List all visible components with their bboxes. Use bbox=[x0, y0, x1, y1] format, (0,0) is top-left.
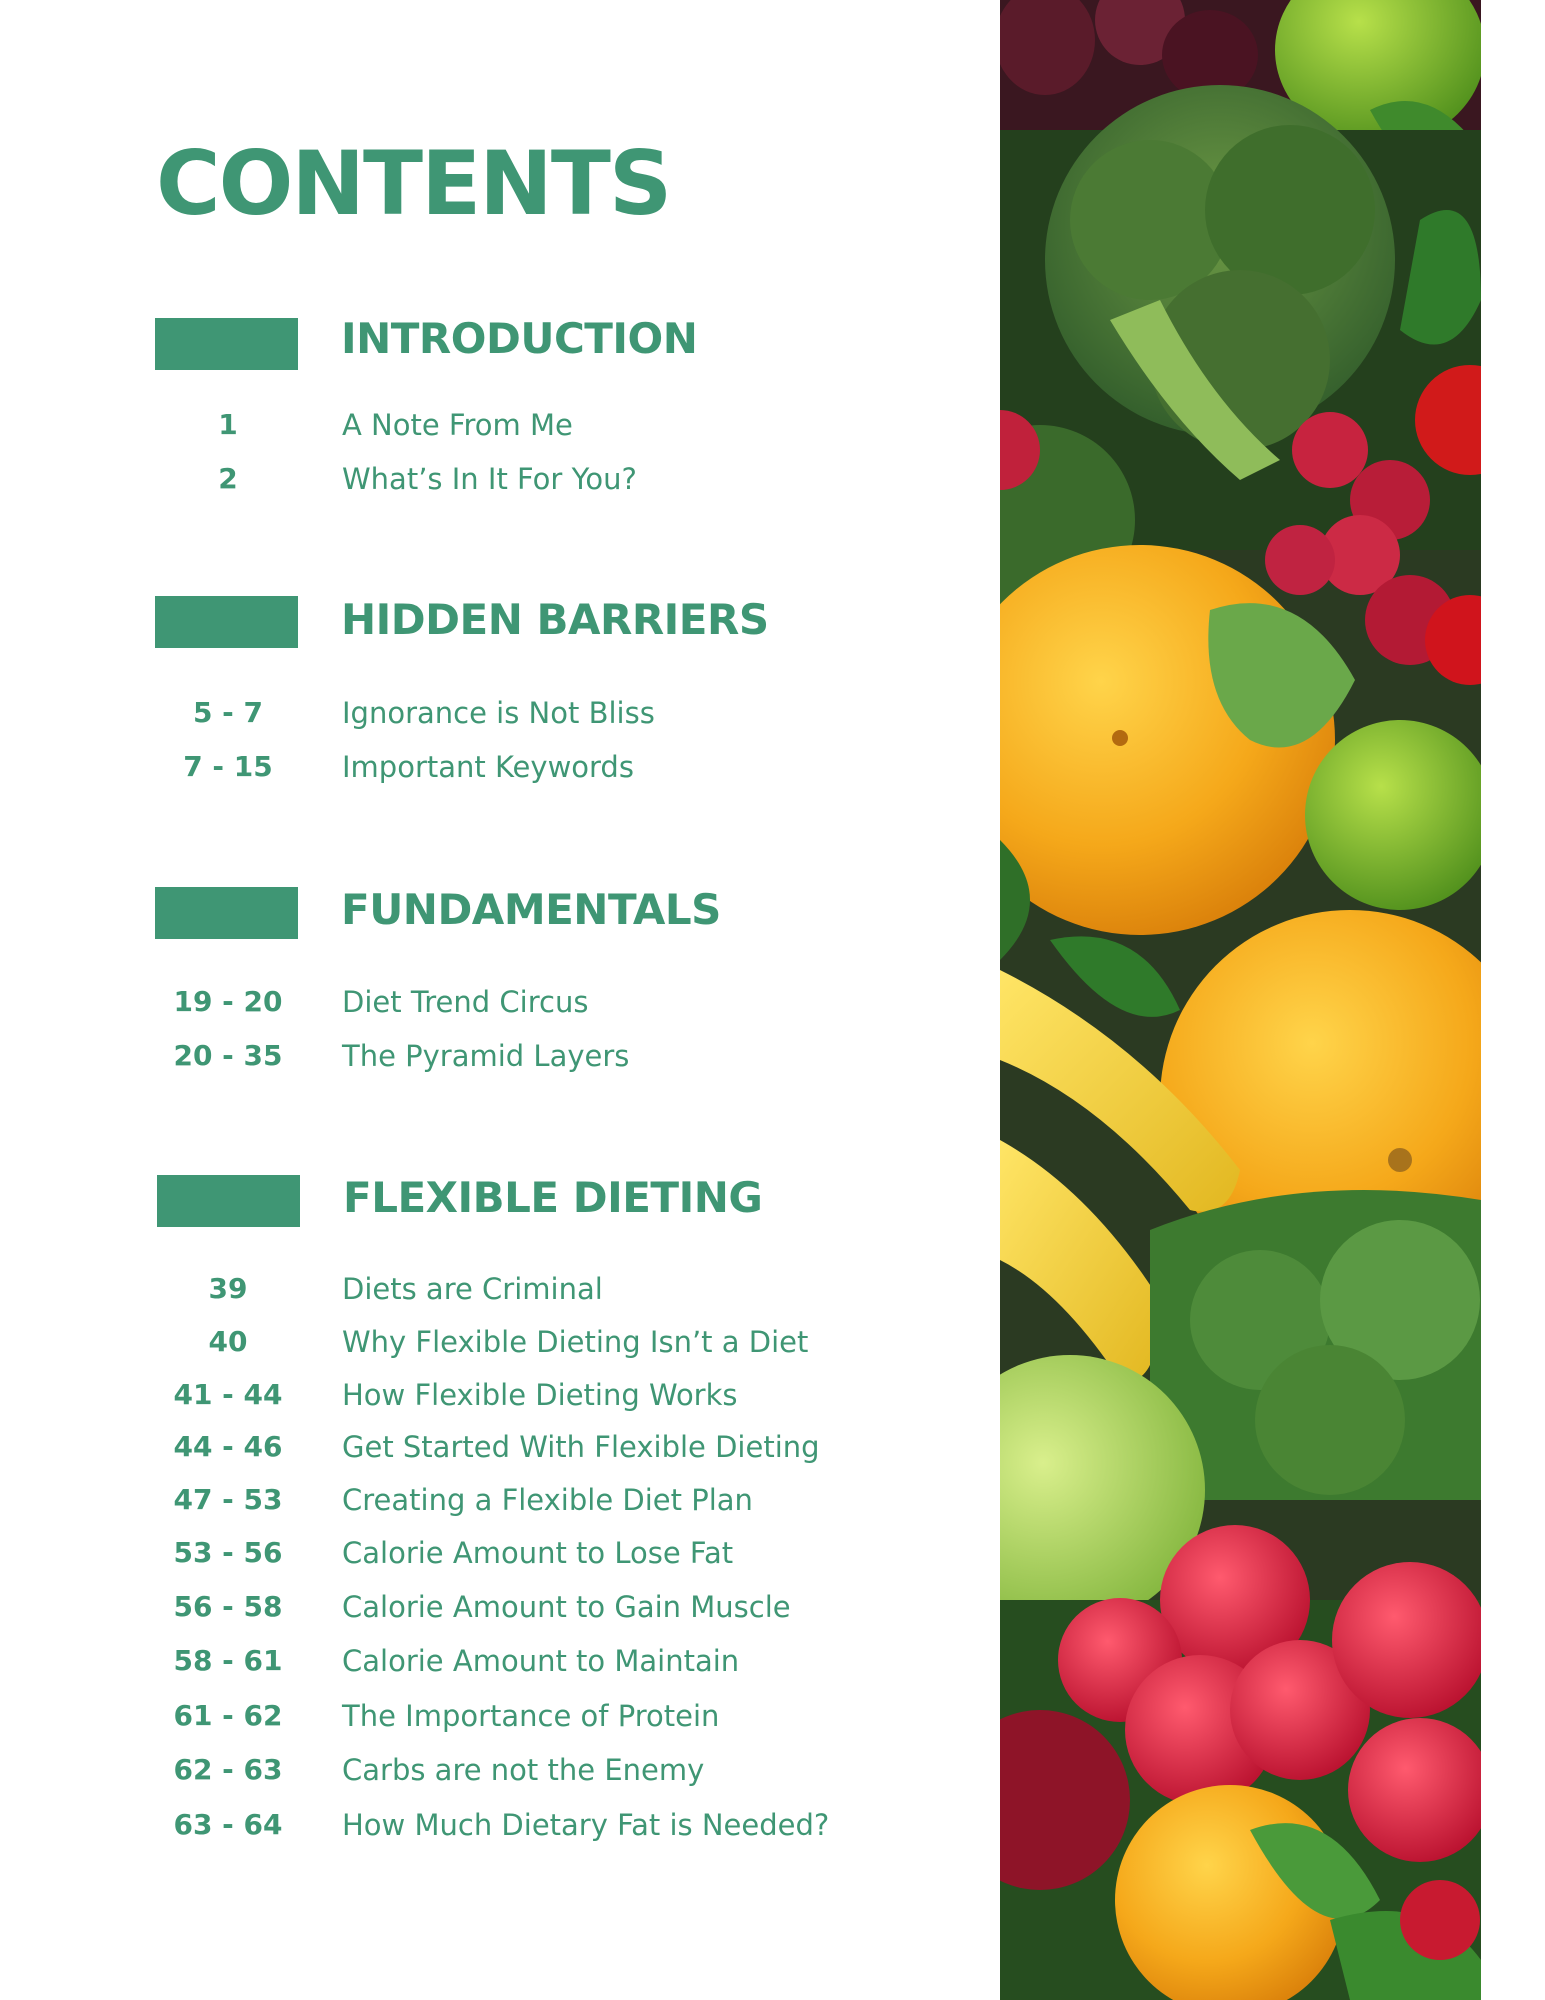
section-bar bbox=[155, 318, 298, 370]
page-number: 61 - 62 bbox=[173, 1699, 283, 1732]
entry-label: What’s In It For You? bbox=[342, 462, 637, 496]
section-title: FLEXIBLE DIETING bbox=[343, 1173, 763, 1222]
entry-label: Calorie Amount to Gain Muscle bbox=[342, 1590, 791, 1624]
page-number: 63 - 64 bbox=[173, 1808, 283, 1841]
toc-entry[interactable] bbox=[0, 1322, 990, 1362]
page-number: 19 - 20 bbox=[173, 985, 283, 1018]
toc-entry[interactable] bbox=[0, 747, 990, 787]
toc-entry[interactable] bbox=[0, 1641, 990, 1681]
entry-label: How Flexible Dieting Works bbox=[342, 1378, 738, 1412]
toc-entry[interactable] bbox=[0, 1480, 990, 1520]
entry-label: Creating a Flexible Diet Plan bbox=[342, 1483, 753, 1517]
radish-icon bbox=[1332, 1562, 1481, 1718]
page-number: 20 - 35 bbox=[173, 1039, 283, 1072]
toc-entry[interactable] bbox=[0, 1696, 990, 1736]
toc-entry[interactable] bbox=[0, 1533, 990, 1573]
page-number: 7 - 15 bbox=[183, 750, 273, 783]
page-number: 39 bbox=[208, 1272, 248, 1305]
toc-entry[interactable] bbox=[0, 1750, 990, 1790]
toc-entry[interactable] bbox=[0, 1036, 990, 1076]
toc-entry[interactable] bbox=[0, 405, 990, 445]
entry-label: Calorie Amount to Lose Fat bbox=[342, 1536, 734, 1570]
toc-entry[interactable] bbox=[0, 1587, 990, 1627]
page-number: 56 - 58 bbox=[173, 1590, 283, 1623]
entry-label: The Pyramid Layers bbox=[342, 1039, 630, 1073]
banana-icon bbox=[1000, 1140, 1160, 1381]
page-title: CONTENTS bbox=[156, 132, 671, 235]
page-number: 2 bbox=[218, 462, 238, 495]
entry-label: How Much Dietary Fat is Needed? bbox=[342, 1808, 830, 1842]
section-title: FUNDAMENTALS bbox=[341, 885, 721, 934]
page-number: 44 - 46 bbox=[173, 1430, 283, 1463]
entry-label: Why Flexible Dieting Isn’t a Diet bbox=[342, 1325, 809, 1359]
section-bar bbox=[155, 887, 298, 939]
page-number: 62 - 63 bbox=[173, 1753, 283, 1786]
leaf-icon bbox=[1050, 936, 1180, 1017]
page-number: 40 bbox=[208, 1325, 248, 1358]
entry-label: Carbs are not the Enemy bbox=[342, 1753, 705, 1787]
page-number: 53 - 56 bbox=[173, 1536, 283, 1569]
entry-label: Diet Trend Circus bbox=[342, 985, 589, 1019]
section-bar bbox=[155, 596, 298, 648]
section-title: INTRODUCTION bbox=[341, 314, 698, 363]
entry-label: The Importance of Protein bbox=[342, 1699, 720, 1733]
entry-label: Important Keywords bbox=[342, 750, 634, 784]
entry-label: Diets are Criminal bbox=[342, 1272, 603, 1306]
entry-label: A Note From Me bbox=[342, 408, 573, 442]
page-number: 58 - 61 bbox=[173, 1644, 283, 1677]
entry-label: Get Started With Flexible Dieting bbox=[342, 1430, 820, 1464]
toc-entry[interactable] bbox=[0, 1269, 990, 1309]
toc-entry[interactable] bbox=[0, 1427, 990, 1467]
toc-entry[interactable] bbox=[0, 1375, 990, 1415]
page-number: 5 - 7 bbox=[192, 696, 264, 729]
toc-entry[interactable] bbox=[0, 459, 990, 499]
section-title: HIDDEN BARRIERS bbox=[341, 595, 769, 644]
entry-label: Ignorance is Not Bliss bbox=[342, 696, 655, 730]
toc-entry[interactable] bbox=[0, 1805, 990, 1845]
toc-entry[interactable] bbox=[0, 693, 990, 733]
page-number: 1 bbox=[218, 408, 238, 441]
toc-entry[interactable] bbox=[0, 982, 990, 1022]
page-number: 47 - 53 bbox=[173, 1483, 283, 1516]
page-number: 41 - 44 bbox=[173, 1378, 283, 1411]
produce-photo bbox=[1000, 0, 1481, 2000]
entry-label: Calorie Amount to Maintain bbox=[342, 1644, 740, 1678]
section-bar bbox=[157, 1175, 300, 1227]
